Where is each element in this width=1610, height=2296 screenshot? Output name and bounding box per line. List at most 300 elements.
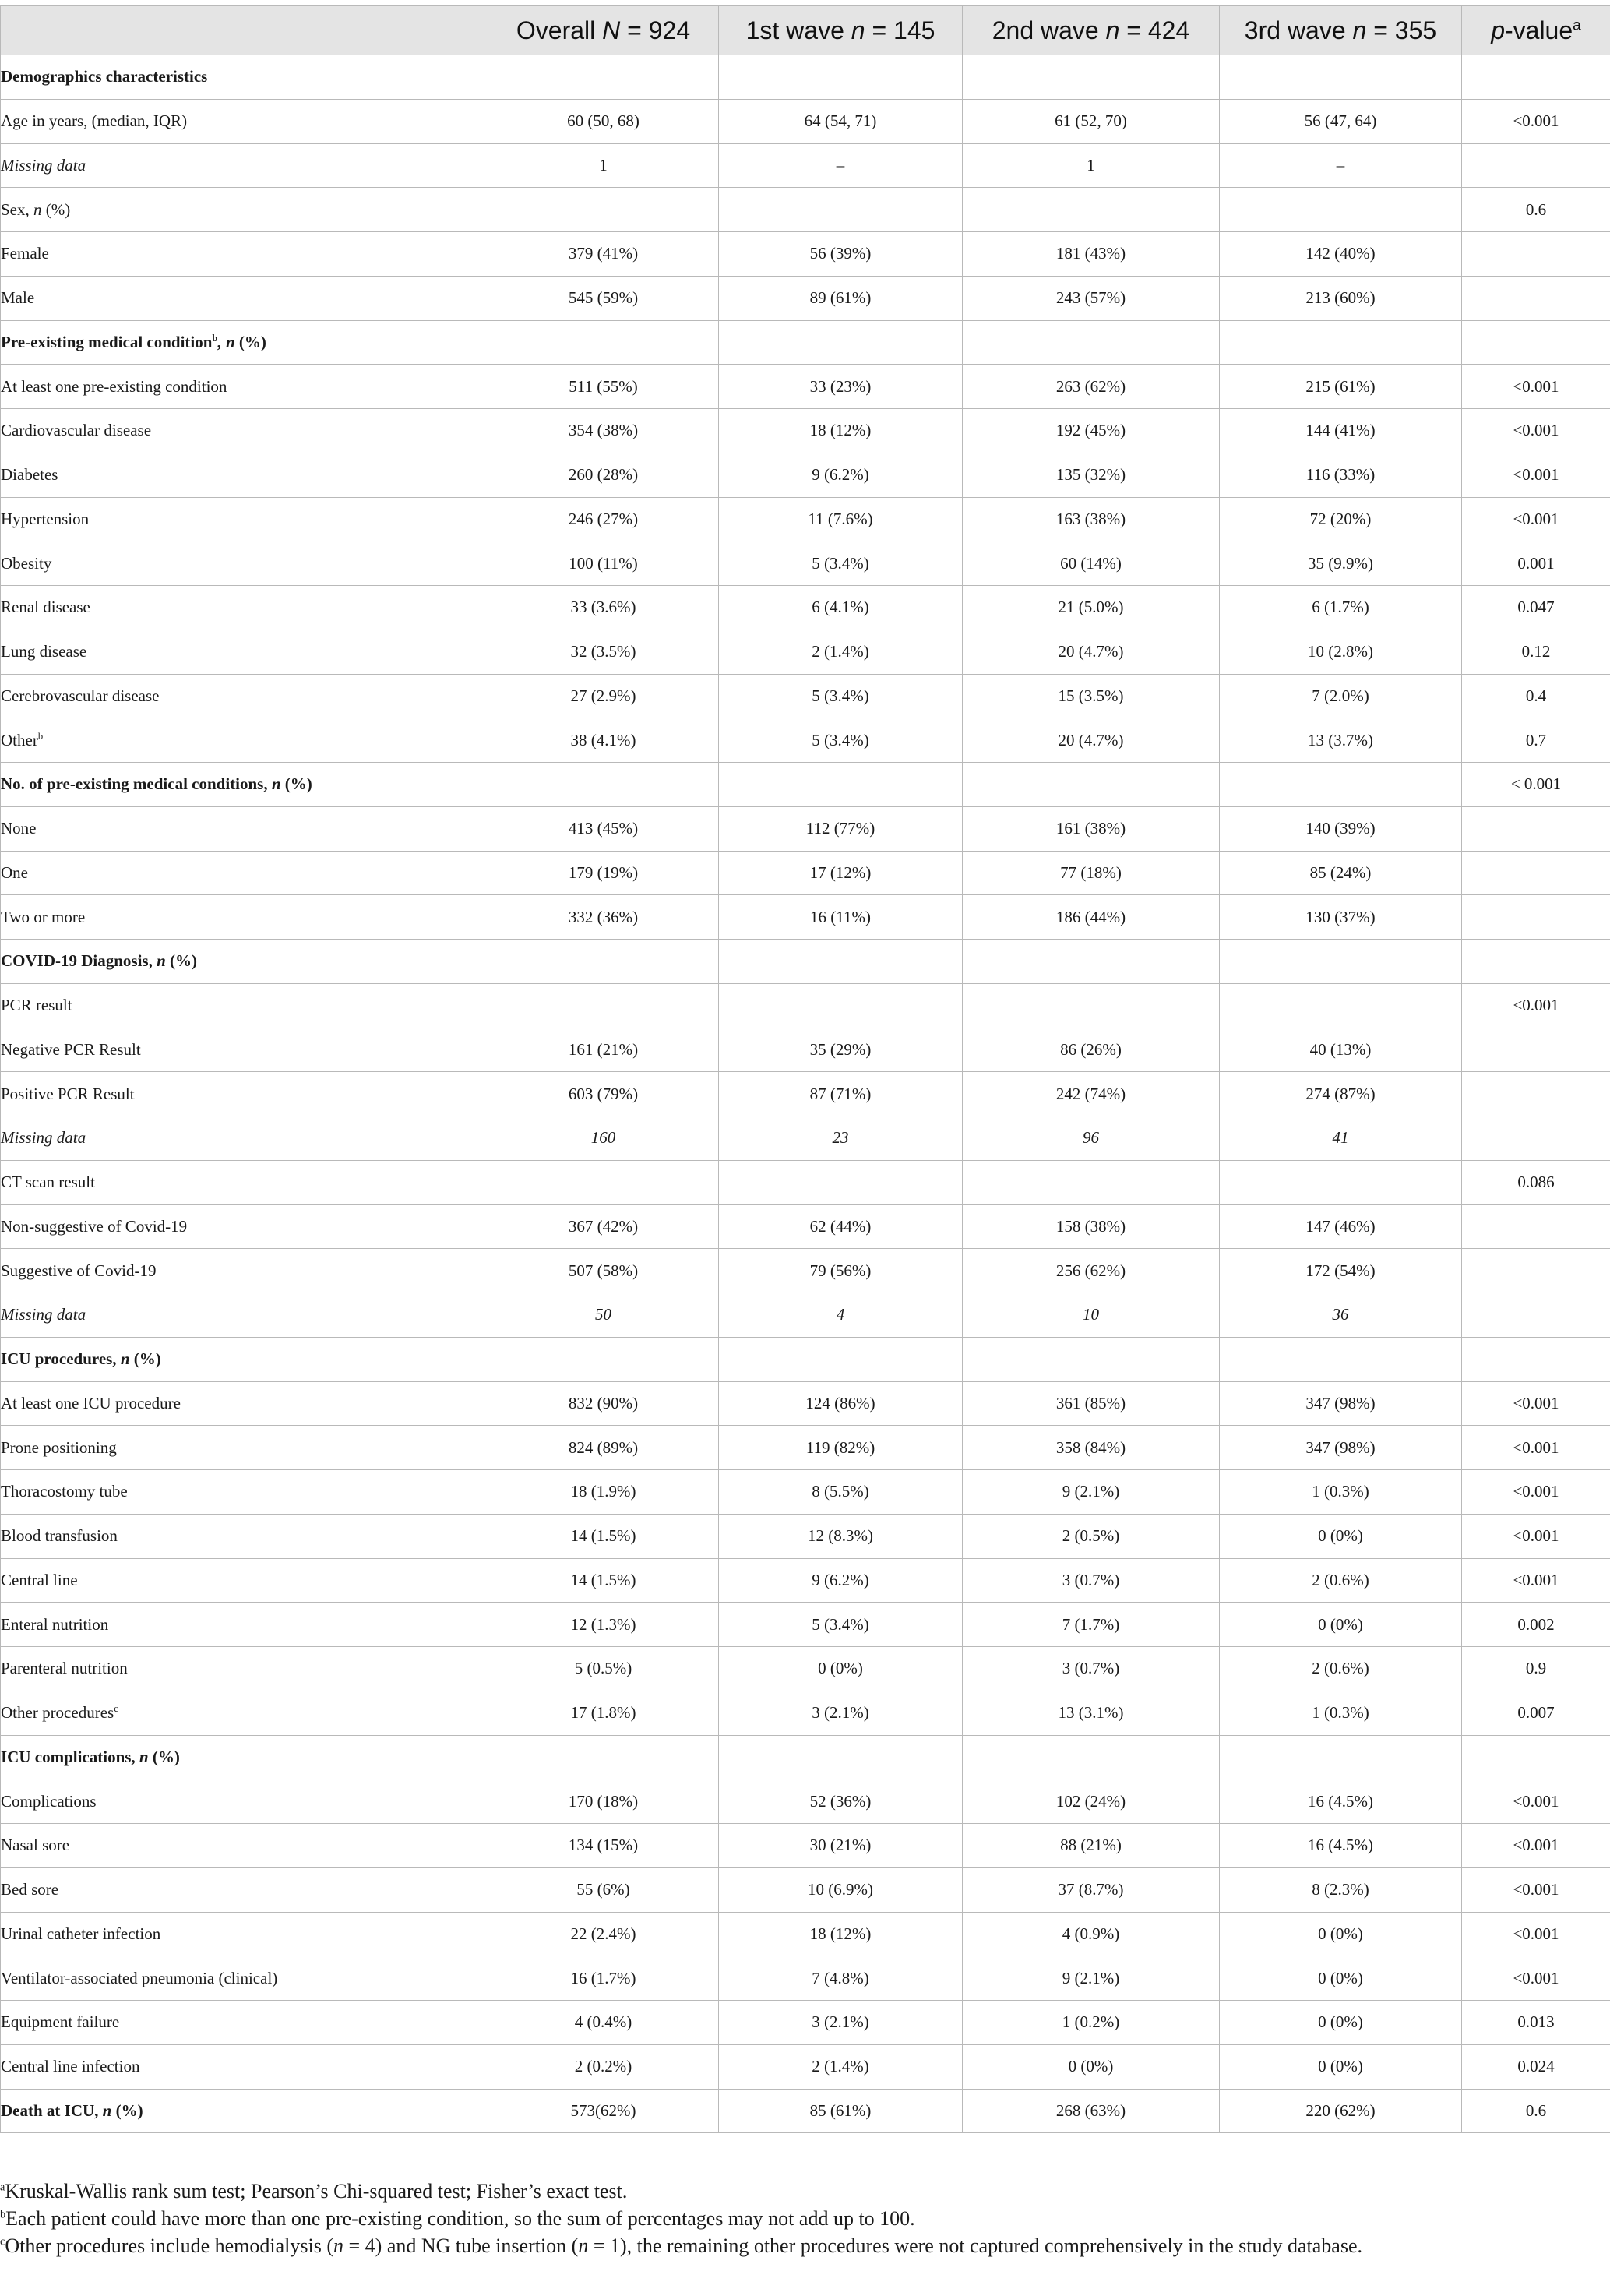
cell-p-value (1462, 895, 1610, 940)
cell-wave2: 135 (32%) (963, 453, 1220, 497)
cell-overall: 5 (0.5%) (488, 1647, 719, 1691)
cell-wave2: 37 (8.7%) (963, 1867, 1220, 1912)
cell-wave1: 35 (29%) (719, 1028, 963, 1072)
cell-p-value: <0.001 (1462, 409, 1610, 453)
cell-wave2: 86 (26%) (963, 1028, 1220, 1072)
cell-wave2 (963, 1337, 1220, 1381)
row-label-text: Diabetes (1, 465, 58, 485)
cell-overall: 22 (2.4%) (488, 1912, 719, 1956)
row-label (1, 143, 488, 188)
row-label-text: Hypertension (1, 509, 90, 528)
cell-wave3: 215 (61%) (1220, 365, 1462, 409)
row-label (1, 188, 488, 232)
cell-wave2: 192 (45%) (963, 409, 1220, 453)
cell-p-value (1462, 1072, 1610, 1116)
table-row (1, 895, 1610, 940)
cell-wave2: 243 (57%) (963, 276, 1220, 320)
cell-p-value: <0.001 (1462, 1381, 1610, 1426)
cohort-characteristics-table (0, 5, 1610, 2133)
cell-wave2: 263 (62%) (963, 365, 1220, 409)
table-row (1, 1558, 1610, 1603)
cell-wave1: 5 (3.4%) (719, 541, 963, 586)
row-label-variable: n (33, 199, 42, 219)
cell-wave3: 347 (98%) (1220, 1381, 1462, 1426)
row-label-text: No. of pre-existing medical conditions, (1, 774, 268, 794)
cell-p-value (1462, 1249, 1610, 1293)
cell-overall: 14 (1.5%) (488, 1514, 719, 1558)
row-label (1, 409, 488, 453)
table-row (1, 143, 1610, 188)
row-label-unit: (%) (133, 1349, 161, 1369)
cell-wave3: 13 (3.7%) (1220, 718, 1462, 763)
cell-wave3 (1220, 1337, 1462, 1381)
cell-wave3: 36 (1220, 1293, 1462, 1338)
cell-p-value: <0.001 (1462, 1779, 1610, 1824)
cell-wave1 (719, 940, 963, 984)
cell-wave1: 87 (71%) (719, 1072, 963, 1116)
cell-overall: 824 (89%) (488, 1426, 719, 1470)
header-p-value: p-value$^a$ (1462, 6, 1610, 55)
row-label-unit: (%) (45, 199, 71, 219)
table-row (1, 232, 1610, 277)
cell-wave3: 172 (54%) (1220, 1249, 1462, 1293)
cell-p-value: <0.001 (1462, 1912, 1610, 1956)
cell-overall: 832 (90%) (488, 1381, 719, 1426)
row-label-text: Two or more (1, 907, 86, 926)
row-label-text: Age in years, (median, IQR) (1, 111, 188, 131)
table-row (1, 409, 1610, 453)
cell-overall: 1 (488, 143, 719, 188)
cell-overall (488, 188, 719, 232)
row-label-text: Cerebrovascular disease (1, 686, 160, 705)
cell-wave1: 79 (56%) (719, 1249, 963, 1293)
section-row (1, 320, 1610, 365)
cell-overall: 161 (21%) (488, 1028, 719, 1072)
cell-wave2: 0 (0%) (963, 2044, 1220, 2089)
cell-wave2: 102 (24%) (963, 1779, 1220, 1824)
cell-p-value: <0.001 (1462, 497, 1610, 541)
cell-wave3 (1220, 1735, 1462, 1779)
cell-wave3 (1220, 55, 1462, 100)
row-label (1, 1912, 488, 1956)
row-label-text: Male (1, 288, 35, 308)
table-row (1, 2001, 1610, 2045)
row-label (1, 541, 488, 586)
row-label (1, 1204, 488, 1249)
cell-wave3: 6 (1.7%) (1220, 586, 1462, 630)
cell-wave3: 72 (20%) (1220, 497, 1462, 541)
cell-p-value: 0.013 (1462, 2001, 1610, 2045)
table-row (1, 1293, 1610, 1338)
row-label-text: Other (1, 730, 38, 749)
cell-overall: 179 (19%) (488, 851, 719, 895)
cell-wave1: 6 (4.1%) (719, 586, 963, 630)
cell-wave2 (963, 1160, 1220, 1204)
cell-p-value: 0.9 (1462, 1647, 1610, 1691)
row-label-text: Missing data (1, 1128, 86, 1148)
cell-wave1: 12 (8.3%) (719, 1514, 963, 1558)
cell-wave3 (1220, 940, 1462, 984)
cell-wave2: 161 (38%) (963, 806, 1220, 851)
cell-wave2: 256 (62%) (963, 1249, 1220, 1293)
cell-overall: 413 (45%) (488, 806, 719, 851)
table-row (1, 99, 1610, 143)
cell-overall: 507 (58%) (488, 1249, 719, 1293)
cell-wave2: 3 (0.7%) (963, 1647, 1220, 1691)
cell-p-value: 0.007 (1462, 1691, 1610, 1735)
cell-wave2: 77 (18%) (963, 851, 1220, 895)
row-label (1, 55, 488, 100)
cell-p-value (1462, 806, 1610, 851)
row-label-text: Renal disease (1, 598, 90, 617)
cell-wave2: 268 (63%) (963, 2089, 1220, 2133)
row-label-text: At least one ICU procedure (1, 1393, 181, 1413)
cell-wave3: 7 (2.0%) (1220, 674, 1462, 718)
cell-p-value: <0.001 (1462, 1867, 1610, 1912)
row-label (1, 365, 488, 409)
table-row (1, 806, 1610, 851)
row-label (1, 1779, 488, 1824)
table-row (1, 1867, 1610, 1912)
table-row (1, 1426, 1610, 1470)
cell-p-value (1462, 1116, 1610, 1161)
cell-wave1: 5 (3.4%) (719, 1603, 963, 1647)
cell-overall: 379 (41%) (488, 232, 719, 277)
row-label-text: Thoracostomy tube (1, 1482, 128, 1501)
cell-wave2: 88 (21%) (963, 1824, 1220, 1868)
cell-wave2 (963, 320, 1220, 365)
cell-wave2 (963, 188, 1220, 232)
row-label-text: Suggestive of Covid-19 (1, 1261, 157, 1280)
cell-wave2: 13 (3.1%) (963, 1691, 1220, 1735)
section-row (1, 940, 1610, 984)
cell-p-value: 0.4 (1462, 674, 1610, 718)
cell-wave3: 85 (24%) (1220, 851, 1462, 895)
cell-overall: 134 (15%) (488, 1824, 719, 1868)
row-label (1, 2001, 488, 2045)
row-label (1, 1337, 488, 1381)
cell-p-value (1462, 143, 1610, 188)
table-row (1, 1912, 1610, 1956)
table-row (1, 1028, 1610, 1072)
table-row (1, 1204, 1610, 1249)
cell-p-value: 0.047 (1462, 586, 1610, 630)
row-label-unit: (%) (170, 951, 198, 971)
cell-wave3 (1220, 320, 1462, 365)
table-header (1, 6, 1610, 55)
cell-wave1 (719, 188, 963, 232)
cell-p-value: <0.001 (1462, 1558, 1610, 1603)
section-row (1, 763, 1610, 807)
row-label-text: Cardiovascular disease (1, 421, 152, 440)
cell-wave3: 274 (87%) (1220, 1072, 1462, 1116)
row-label-text: Equipment failure (1, 2012, 120, 2032)
table-row (1, 1647, 1610, 1691)
row-label (1, 1647, 488, 1691)
row-label (1, 1249, 488, 1293)
row-label (1, 1470, 488, 1515)
table-row (1, 851, 1610, 895)
cell-wave1: 33 (23%) (719, 365, 963, 409)
cell-wave3: 35 (9.9%) (1220, 541, 1462, 586)
table-row (1, 1116, 1610, 1161)
cell-wave2 (963, 55, 1220, 100)
row-label (1, 1072, 488, 1116)
table-row (1, 674, 1610, 718)
cell-wave3: 144 (41%) (1220, 409, 1462, 453)
cell-wave3: 10 (2.8%) (1220, 630, 1462, 674)
cell-wave3: 147 (46%) (1220, 1204, 1462, 1249)
cell-wave1 (719, 1735, 963, 1779)
row-label-text: Complications (1, 1791, 97, 1811)
row-label-text: Pre-existing medical condition (1, 332, 213, 351)
cell-wave1: 112 (77%) (719, 806, 963, 851)
cell-wave2: 181 (43%) (963, 232, 1220, 277)
cell-overall: 17 (1.8%) (488, 1691, 719, 1735)
cell-p-value: <0.001 (1462, 365, 1610, 409)
cell-wave2 (963, 763, 1220, 807)
cell-wave3: – (1220, 143, 1462, 188)
cell-p-value: <0.001 (1462, 1514, 1610, 1558)
cell-wave3: 0 (0%) (1220, 1912, 1462, 1956)
row-label (1, 940, 488, 984)
cell-p-value: 0.6 (1462, 2089, 1610, 2133)
cell-overall: 60 (50, 68) (488, 99, 719, 143)
cell-wave1: 18 (12%) (719, 409, 963, 453)
table-row (1, 1603, 1610, 1647)
row-label-text: Central line (1, 1570, 78, 1589)
row-label-text: Central line infection (1, 2057, 140, 2076)
section-row (1, 2089, 1610, 2133)
table-row (1, 1249, 1610, 1293)
row-label-text: Enteral nutrition (1, 1614, 109, 1634)
cell-wave3: 0 (0%) (1220, 1956, 1462, 2001)
row-label-text: ICU procedures, (1, 1349, 117, 1369)
footnote-marker: b (212, 332, 218, 344)
cell-wave2: 20 (4.7%) (963, 718, 1220, 763)
row-label-unit: (%) (115, 2100, 143, 2120)
cell-overall: 14 (1.5%) (488, 1558, 719, 1603)
section-row (1, 1337, 1610, 1381)
section-row (1, 55, 1610, 100)
row-label-text: Urinal catheter infection (1, 1924, 161, 1943)
cell-wave2: 10 (963, 1293, 1220, 1338)
row-label-text: One (1, 862, 28, 882)
row-label (1, 1691, 488, 1735)
cell-wave3: 0 (0%) (1220, 2044, 1462, 2089)
cell-wave1: 5 (3.4%) (719, 674, 963, 718)
cell-p-value (1462, 1293, 1610, 1338)
cell-wave2: 21 (5.0%) (963, 586, 1220, 630)
cell-wave1: 119 (82%) (719, 1426, 963, 1470)
cell-wave2: 60 (14%) (963, 541, 1220, 586)
cell-wave2: 361 (85%) (963, 1381, 1220, 1426)
cell-overall (488, 1337, 719, 1381)
cell-overall: 50 (488, 1293, 719, 1338)
cell-overall: 12 (1.3%) (488, 1603, 719, 1647)
row-label-text: Female (1, 244, 49, 263)
cell-wave1: 17 (12%) (719, 851, 963, 895)
row-label-text: Death at ICU, (1, 2100, 99, 2120)
cell-wave1 (719, 983, 963, 1028)
cell-wave2: 4 (0.9%) (963, 1912, 1220, 1956)
row-label (1, 497, 488, 541)
cell-wave1: 3 (2.1%) (719, 2001, 963, 2045)
cell-wave3: 8 (2.3%) (1220, 1867, 1462, 1912)
row-label-variable: , n (217, 332, 235, 351)
cell-wave3 (1220, 188, 1462, 232)
cell-wave1: – (719, 143, 963, 188)
table-row (1, 1824, 1610, 1868)
cell-overall (488, 1735, 719, 1779)
cell-wave1: 5 (3.4%) (719, 718, 963, 763)
cell-overall: 367 (42%) (488, 1204, 719, 1249)
cell-overall: 27 (2.9%) (488, 674, 719, 718)
cell-overall (488, 55, 719, 100)
table-row (1, 541, 1610, 586)
cell-p-value (1462, 232, 1610, 277)
cell-wave2: 3 (0.7%) (963, 1558, 1220, 1603)
cell-wave3: 220 (62%) (1220, 2089, 1462, 2133)
cell-wave3: 0 (0%) (1220, 1514, 1462, 1558)
row-label-text: Missing data (1, 1305, 86, 1324)
cell-overall: 16 (1.7%) (488, 1956, 719, 2001)
cell-wave2: 1 (963, 143, 1220, 188)
cell-wave1: 64 (54, 71) (719, 99, 963, 143)
cell-wave1: 11 (7.6%) (719, 497, 963, 541)
table-row (1, 983, 1610, 1028)
cell-wave1: 52 (36%) (719, 1779, 963, 1824)
cell-wave3: 140 (39%) (1220, 806, 1462, 851)
row-label-unit: (%) (284, 774, 312, 794)
row-label (1, 1956, 488, 2001)
cell-wave1: 10 (6.9%) (719, 1867, 963, 1912)
row-label (1, 1028, 488, 1072)
cell-overall: 260 (28%) (488, 453, 719, 497)
cell-wave2: 186 (44%) (963, 895, 1220, 940)
cell-overall (488, 1160, 719, 1204)
row-label (1, 586, 488, 630)
footnote-c: $^c$Other procedures include hemodialysis (n = 4) and NG tube insertion (n = 1), the remaining other procedures were not captured comprehensively in the study database. (0, 2234, 1362, 2257)
table-row (1, 497, 1610, 541)
cell-overall: 100 (11%) (488, 541, 719, 586)
cell-overall: 246 (27%) (488, 497, 719, 541)
cell-p-value (1462, 55, 1610, 100)
table-row (1, 365, 1610, 409)
row-label-text: Negative PCR Result (1, 1039, 141, 1059)
cell-wave2: 1 (0.2%) (963, 2001, 1220, 2045)
cell-overall (488, 763, 719, 807)
row-label-text: At least one pre-existing condition (1, 376, 227, 396)
table-row (1, 453, 1610, 497)
cell-overall: 545 (59%) (488, 276, 719, 320)
cell-p-value: <0.001 (1462, 453, 1610, 497)
row-label (1, 2089, 488, 2133)
row-label-text: Parenteral nutrition (1, 1659, 128, 1678)
cell-wave2: 163 (38%) (963, 497, 1220, 541)
cell-wave2: 9 (2.1%) (963, 1956, 1220, 2001)
header-wave3: 3rd wave n = 355 (1220, 6, 1462, 55)
cell-wave2: 61 (52, 70) (963, 99, 1220, 143)
row-label (1, 1867, 488, 1912)
footnote-a: $^a$Kruskal-Wallis rank sum test; Pearson’s Chi-squared test; Fisher’s exact test. (0, 2180, 628, 2203)
cell-wave1: 23 (719, 1116, 963, 1161)
row-label (1, 895, 488, 940)
cell-p-value: 0.002 (1462, 1603, 1610, 1647)
cell-overall: 603 (79%) (488, 1072, 719, 1116)
row-label-variable: n (139, 1747, 149, 1766)
row-label (1, 2044, 488, 2089)
cell-p-value: <0.001 (1462, 1470, 1610, 1515)
row-label (1, 1116, 488, 1161)
row-label (1, 1603, 488, 1647)
cell-p-value (1462, 276, 1610, 320)
section-row (1, 1735, 1610, 1779)
cell-overall: 32 (3.5%) (488, 630, 719, 674)
cell-wave1: 2 (1.4%) (719, 2044, 963, 2089)
cell-wave3: 213 (60%) (1220, 276, 1462, 320)
header-wave1: 1st wave n = 145 (719, 6, 963, 55)
cell-wave1 (719, 1160, 963, 1204)
cell-wave3 (1220, 1160, 1462, 1204)
cell-wave1 (719, 1337, 963, 1381)
cell-wave3: 40 (13%) (1220, 1028, 1462, 1072)
cell-wave3: 0 (0%) (1220, 2001, 1462, 2045)
row-label-text: Bed sore (1, 1880, 59, 1899)
cell-wave2: 2 (0.5%) (963, 1514, 1220, 1558)
cell-p-value: <0.001 (1462, 1426, 1610, 1470)
cell-p-value: <0.001 (1462, 99, 1610, 143)
row-label (1, 630, 488, 674)
cell-wave2: 242 (74%) (963, 1072, 1220, 1116)
footnote-marker: c (114, 1703, 118, 1715)
row-label-variable: n (157, 951, 166, 971)
cell-wave3: 0 (0%) (1220, 1603, 1462, 1647)
cell-wave3: 16 (4.5%) (1220, 1824, 1462, 1868)
cell-wave3: 16 (4.5%) (1220, 1779, 1462, 1824)
cell-wave3: 2 (0.6%) (1220, 1558, 1462, 1603)
row-label-text: CT scan result (1, 1173, 95, 1192)
cell-wave1 (719, 55, 963, 100)
row-label-text: ICU complications, (1, 1747, 136, 1766)
row-label-text: Lung disease (1, 642, 87, 661)
cell-wave3: 1 (0.3%) (1220, 1470, 1462, 1515)
row-label-text: Sex, (1, 199, 30, 219)
cell-wave1: 18 (12%) (719, 1912, 963, 1956)
cell-overall (488, 940, 719, 984)
cell-overall (488, 320, 719, 365)
row-label-variable: n (120, 1349, 130, 1369)
cell-wave1: 9 (6.2%) (719, 453, 963, 497)
cell-overall: 2 (0.2%) (488, 2044, 719, 2089)
cell-overall: 573(62%) (488, 2089, 719, 2133)
row-label-unit: (%) (152, 1747, 180, 1766)
cell-wave2: 7 (1.7%) (963, 1603, 1220, 1647)
cell-wave2: 9 (2.1%) (963, 1470, 1220, 1515)
row-label-text: None (1, 819, 37, 838)
cell-wave2 (963, 983, 1220, 1028)
cell-overall (488, 983, 719, 1028)
row-label-text: COVID-19 Diagnosis, (1, 951, 153, 971)
cell-wave2 (963, 940, 1220, 984)
cell-p-value: <0.001 (1462, 1956, 1610, 2001)
cell-overall: 511 (55%) (488, 365, 719, 409)
row-label-text: Non-suggestive of Covid-19 (1, 1216, 188, 1236)
row-label-text: Other procedures (1, 1703, 114, 1723)
row-label (1, 1558, 488, 1603)
cell-wave3: 116 (33%) (1220, 453, 1462, 497)
cell-wave1: 30 (21%) (719, 1824, 963, 1868)
